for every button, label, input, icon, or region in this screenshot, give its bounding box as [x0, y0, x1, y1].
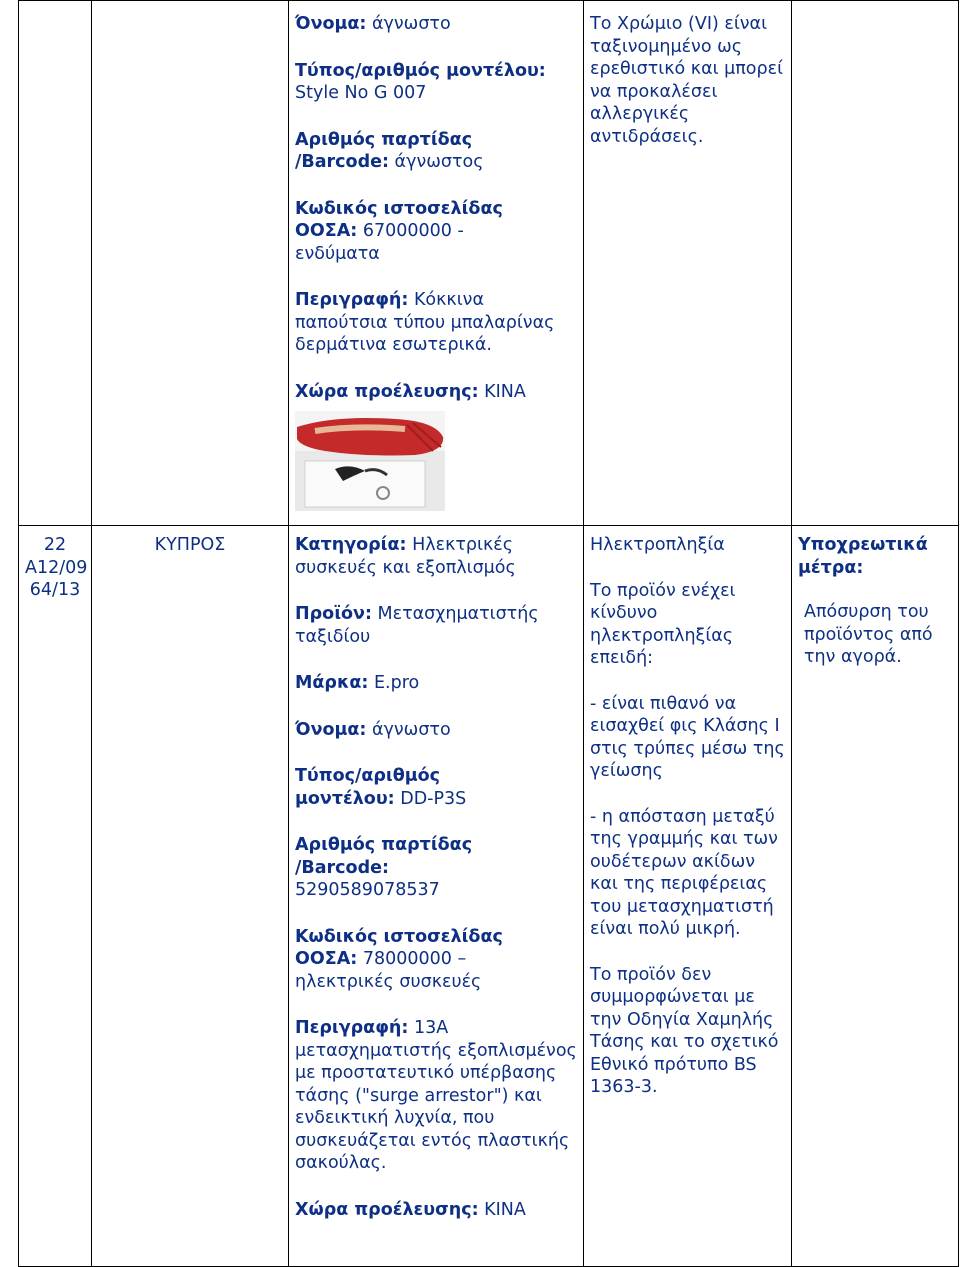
notification-ref: A12/09 [25, 557, 88, 578]
field-value: Κόκκινα παπούτσια τύπου μπαλαρίνας δερμάτινα εσωτερικά. [295, 290, 555, 355]
hazard-point: - είναι πιθανό να εισαχθεί φις Κλάσης Ι στις τρύπες μέσω της γείωσης [590, 693, 785, 781]
product-field [295, 719, 577, 742]
country-cell [92, 1, 289, 526]
field-value: 67000000 - ενδύματα [295, 221, 464, 264]
field-label: Αριθμός παρτίδας /Barcode: [295, 835, 473, 878]
field-label: Μάρκα: [295, 673, 369, 693]
field-label: Τύπος/αριθμός μοντέλου: [295, 60, 546, 81]
product-field [295, 129, 577, 174]
field-label: Τύπος/αριθμός μοντέλου: [295, 766, 441, 809]
measures-value: Απόσυρση του προϊόντος από την αγορά. [804, 602, 933, 667]
product-field [295, 603, 577, 648]
product-field [295, 834, 577, 902]
country-cell [92, 526, 289, 1267]
field-value: Style No G 007 [295, 83, 427, 103]
table-row [19, 1, 959, 526]
red-shoe-icon [295, 411, 445, 511]
product-field [295, 198, 577, 266]
table-row [19, 526, 959, 1267]
product-photo [295, 411, 445, 511]
hazard-intro: Το προϊόν ενέχει κίνδυνο ηλεκτροπληξίας επειδή: [590, 580, 736, 668]
field-value: άγνωστο [372, 14, 451, 34]
product-field [295, 1017, 577, 1175]
hazard-text: Το Χρώμιο (VI) είναι ταξινομημένο ως ερεθιστικό και μπορεί να προκαλέσει αλλεργικές αντιδράσεις. [590, 14, 783, 147]
field-label: Περιγραφή: [295, 290, 409, 310]
field-value: 13A μετασχηματιστής εξοπλισμένος με προστατευτικό υπέρβασης τάσης ("surge arrestor") και ενδεικτική λυχνία, που συσκευάζεται εντός πλαστικής σακούλας. [295, 1018, 577, 1173]
field-value: 5290589078537 [295, 880, 440, 900]
notification-number: 22 [43, 535, 67, 555]
field-label: Χώρα προέλευσης: [295, 1199, 479, 1220]
field-label: Κατηγορία: [295, 535, 407, 555]
notification-ref: 64/13 [29, 580, 81, 600]
hazard-type: Ηλεκτροπληξία [590, 535, 725, 555]
notifying-country: ΚΥΠΡΟΣ [154, 535, 226, 555]
number-cell [19, 1, 92, 526]
product-field [295, 534, 577, 579]
measures-cell [792, 526, 959, 1267]
field-label: Προϊόν: [295, 604, 372, 624]
field-value: ΚΙΝΑ [484, 381, 526, 402]
field-label: Χώρα προέλευσης: [295, 381, 479, 402]
field-label: Περιγραφή: [295, 1018, 409, 1038]
number-cell [19, 526, 92, 1267]
product-cell [289, 526, 584, 1267]
field-value: E.pro [374, 673, 420, 693]
field-value: Μετασχηματιστής ταξιδίου [295, 604, 539, 647]
measures-cell [792, 1, 959, 526]
hazard-cell [584, 526, 792, 1267]
field-value: ΚΙΝΑ [484, 1199, 526, 1220]
product-field [295, 765, 577, 810]
product-field [295, 289, 577, 357]
hazard-compliance: Το προϊόν δεν συμμορφώνεται με την Οδηγία Χαμηλής Τάσης και το σχετικό Εθνικό πρότυπο BS 1363-3. [590, 964, 779, 1097]
product-field [295, 672, 577, 695]
field-value: άγνωστο [372, 719, 451, 740]
field-label: Κωδικός ιστοσελίδας ΟΟΣΑ: [295, 198, 503, 241]
field-value: 78000000 – ηλεκτρικές συσκευές [295, 949, 482, 992]
field-label: Όνομα: [295, 14, 367, 34]
product-field [295, 381, 577, 404]
measures-label: Υποχρεωτικά μέτρα: [798, 535, 928, 578]
product-field [295, 60, 577, 105]
product-field [295, 926, 577, 994]
rapex-notification-table [18, 0, 959, 1267]
field-value: DD-P3S [400, 788, 467, 809]
product-field [295, 13, 577, 36]
hazard-cell [584, 1, 792, 526]
product-field [295, 1199, 577, 1222]
product-cell [289, 1, 584, 526]
field-value: άγνωστος [394, 152, 484, 172]
field-label: Αριθμός παρτίδας /Barcode: [295, 129, 473, 172]
field-label: Κωδικός ιστοσελίδας ΟΟΣΑ: [295, 926, 503, 969]
field-label: Όνομα: [295, 719, 367, 740]
field-value: Ηλεκτρικές συσκευές και εξοπλισμός [295, 535, 516, 578]
hazard-point: - η απόσταση μεταξύ της γραμμής και των ουδέτερων ακίδων και της περιφέρειας του μετασχηματιστή είναι πολύ μικρή. [590, 806, 778, 939]
